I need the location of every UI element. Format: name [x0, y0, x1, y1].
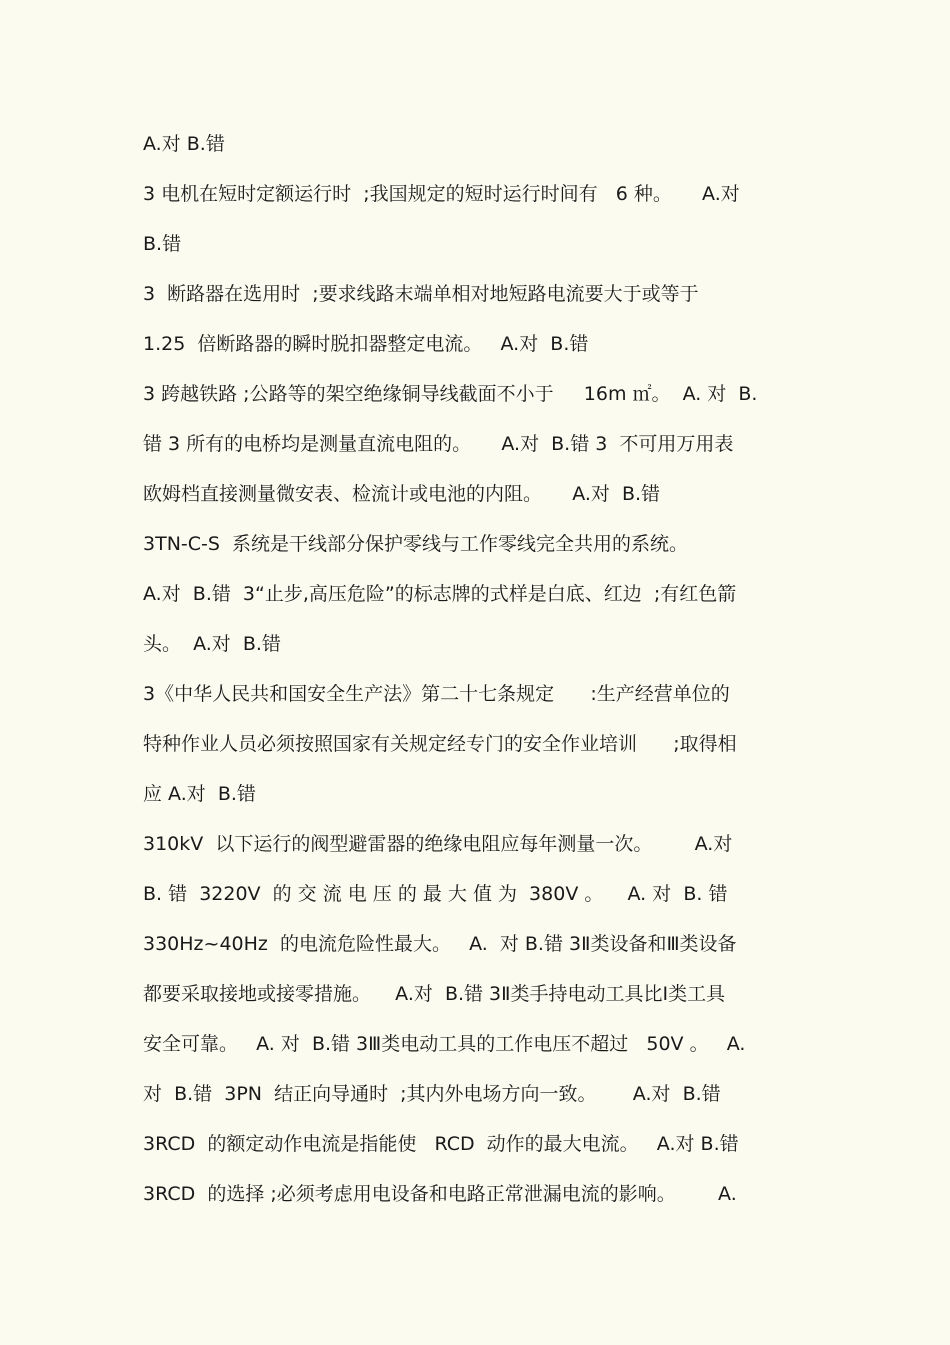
- text-line: 3TN-C-S 系统是干线部分保护零线与工作零线完全共用的系统。: [143, 533, 689, 555]
- text-line: B.错: [143, 233, 182, 255]
- text-line: 330Hz~40Hz 的电流危险性最大。 A. 对 B.错 3Ⅱ类设备和Ⅲ类设备: [143, 933, 737, 955]
- text-line: A.对 B.错 3“止步,高压危险”的标志牌的式样是白底、红边 ;有红色箭: [143, 583, 737, 605]
- text-line: 头。 A.对 B.错: [143, 633, 281, 655]
- text-line: 1.25 倍断路器的瞬时脱扣器整定电流。 A.对 B.错: [143, 333, 589, 355]
- text-line: 3 电机在短时定额运行时 ;我国规定的短时运行时间有 6 种。 A.对: [143, 183, 740, 205]
- text-line: 特种作业人员必须按照国家有关规定经专门的安全作业培训 ;取得相: [143, 733, 737, 755]
- text-line: 应 A.对 B.错: [143, 783, 256, 805]
- text-line: 欧姆档直接测量微安表、检流计或电池的内阻。 A.对 B.错: [143, 483, 661, 505]
- text-line: 3 跨越铁路 ;公路等的架空绝缘铜导线截面不小于 16m ㎡。 A. 对 B.: [143, 383, 758, 405]
- text-line: 3 断路器在选用时 ;要求线路末端单相对地短路电流要大于或等于: [143, 283, 699, 305]
- text-line: A.对 B.错: [143, 133, 225, 155]
- text-line: 310kV 以下运行的阀型避雷器的绝缘电阻应每年测量一次。 A.对: [143, 833, 733, 855]
- text-line: 安全可靠。 A. 对 B.错 3Ⅲ类电动工具的工作电压不超过 50V 。 A.: [143, 1033, 746, 1055]
- text-line: 3RCD 的额定动作电流是指能使 RCD 动作的最大电流。 A.对 B.错: [143, 1133, 739, 1155]
- text-line: B. 错 3220V 的 交 流 电 压 的 最 大 值 为 380V 。 A. 对 B. 错: [143, 883, 728, 905]
- text-line: 3RCD 的选择 ;必须考虑用电设备和电路正常泄漏电流的影响。 A.: [143, 1183, 737, 1205]
- text-line: 对 B.错 3PN 结正向导通时 ;其内外电场方向一致。 A.对 B.错: [143, 1083, 721, 1105]
- text-line: 错 3 所有的电桥均是测量直流电阻的。 A.对 B.错 3 不可用万用表: [143, 433, 734, 455]
- text-line: 3《中华人民共和国安全生产法》第二十七条规定 :生产经营单位的: [143, 683, 730, 705]
- text-line: 都要采取接地或接零措施。 A.对 B.错 3Ⅱ类手持电动工具比Ⅰ类工具: [143, 983, 726, 1005]
